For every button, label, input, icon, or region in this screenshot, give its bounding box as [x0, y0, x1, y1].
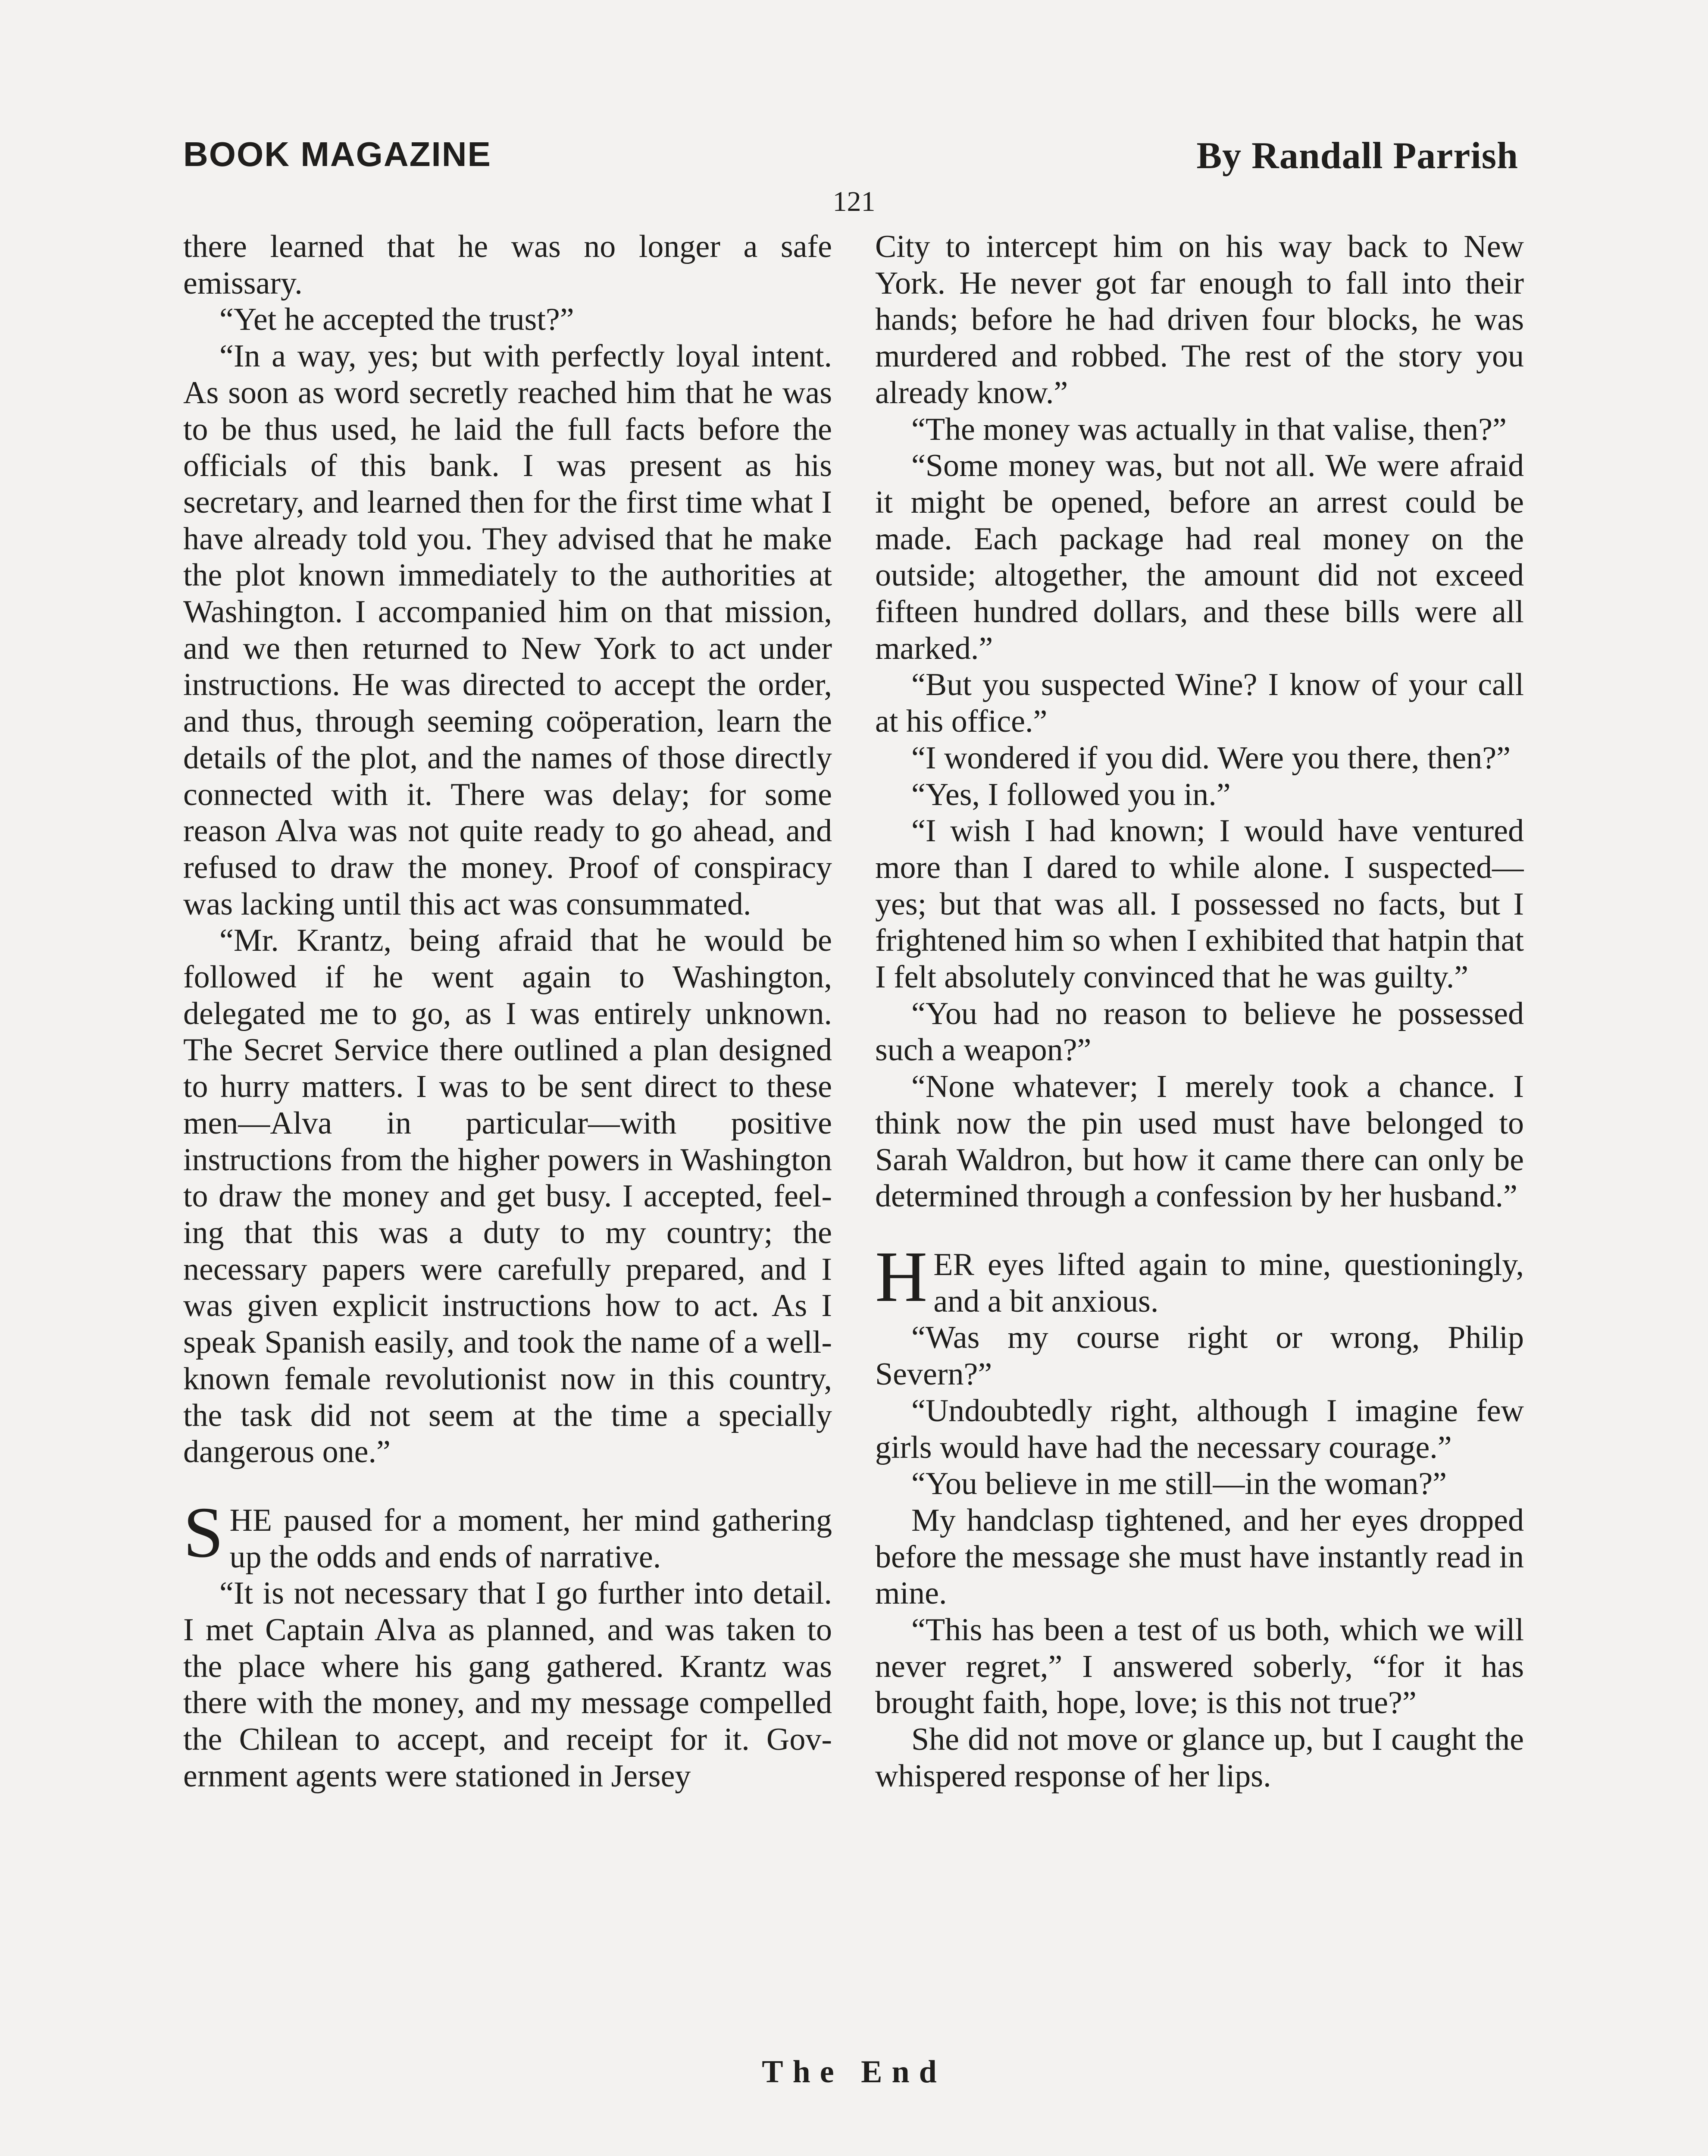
small-caps-lead: ER: [933, 1247, 974, 1282]
paragraph: “You had no reason to believe he possessed such a weapon?”: [875, 996, 1524, 1068]
paragraph: “None whatever; I merely took a chance. I think now the pin used must have belonged to Sarah Waldron, but how it came there can only be determined through a confession by her husband.”: [875, 1069, 1524, 1214]
publication-title: BOOK MAGAZINE: [183, 135, 491, 173]
paragraph-text: paused for a moment, her mind gathering up the odds and ends of narrative.: [229, 1502, 832, 1575]
paragraph: “Yes, I followed you in.”: [911, 777, 1231, 812]
paragraph: “This has been a test of us both, which we will never regret,” I answered soberly, “for it has brought faith, hope, love; is this not true?”: [875, 1612, 1524, 1721]
small-caps-lead: HE: [229, 1502, 272, 1538]
paragraph-text: eyes lifted again to mine, questioningly, and a bit anxious.: [933, 1247, 1524, 1319]
the-end-marker: The End: [762, 2054, 946, 2090]
paragraph: “In a way, yes; but with perfectly loyal intent. As soon as word secretly reached him that he was to be thus used, he laid the full facts before the officials of this bank. I was present as his secretary, and learned then for the first time what I have already told you. They advised that he make the plot known immediately to the authorities at Washington. I accompanied him on that mission, and we then returned to New York to act under instructions. He was directed to accept the order, and thus, through seeming coöperation, learn the details of the plot, and the names of those directly connected with it. There was delay; for some reason Alva was not quite ready to go ahead, and refused to draw the money. Proof of conspiracy was lacking until this act was consummated.: [183, 338, 832, 922]
section-opening-paragraph: [183, 1492, 832, 1575]
drop-cap: H: [875, 1236, 928, 1317]
paragraph: “It is not necessary that I go further into detail. I met Captain Alva as planned, and was taken to the place where his gang gathered. Krantz was there with the money, and my message compelled the Chilean to accept, and receipt for it. Government agents were stationed in Jersey: [183, 1576, 832, 1794]
paragraph: there learned that he was no longer a safe emissary.: [183, 229, 832, 301]
paragraph: “Some money was, but not all. We were afraid it might be opened, before an arrest could be made. Each package had real money on the outside; altogether, the amount did not exceed fifteen hundred dollars, and these bills were all marked.”: [875, 448, 1524, 666]
paragraph: My handclasp tightened, and her eyes dropped before the message she must have instantly read in mine.: [875, 1502, 1524, 1611]
author-byline: By Randall Parrish: [1196, 135, 1518, 177]
paragraph: “Undoubtedly right, although I imagine few girls would have had the necessary courage.”: [875, 1393, 1524, 1465]
text-column-left: [183, 229, 832, 2053]
paragraph: “But you suspected Wine? I know of your call at his office.”: [875, 667, 1524, 740]
text-column-right: [875, 229, 1524, 2053]
paragraph: “Yet he accepted the trust?”: [219, 302, 574, 338]
paragraph: “Was my course right or wrong, Philip Severn?”: [875, 1320, 1524, 1392]
paragraph: She did not move or glance up, but I caught the whispered response of her lips.: [875, 1722, 1524, 1794]
section-opening-paragraph: [875, 1236, 1524, 1319]
paragraph: “You believe in me still—in the woman?”: [911, 1466, 1447, 1502]
paragraph: “I wish I had known; I would have ventured more than I dared to while alone. I suspected—yes; but that was all. I possessed no facts, but I frightened him so when I exhibited that hatpin that I felt absolutely convinced that he was guilty.”: [875, 813, 1524, 995]
paragraph: City to intercept him on his way back to New York. He never got far enough to fall into their hands; before he had driven four blocks, he was murdered and robbed. The rest of the story you already know.”: [875, 229, 1524, 411]
paragraph: “I wondered if you did. Were you there, then?”: [911, 740, 1511, 776]
page-number: 121: [832, 186, 876, 217]
drop-cap: S: [183, 1492, 224, 1573]
paragraph: “The money was actually in that valise, then?”: [911, 411, 1507, 447]
paragraph: “Mr. Krantz, being afraid that he would be followed if he went again to Washington, delegated me to go, as I was entirely unknown. The Secret Service there outlined a plan designed to hurry matters. I was to be sent direct to these men—Alva in particular—with positive instructions from the higher powers in Washington to draw the money and get busy. I accepted, feeling that this was a duty to my country; the necessary papers were carefully prepared, and I was given explicit instructions how to act. As I speak Spanish easily, and took the name of a well-known female revolutionist now in this country, the task did not seem at the time a specially dangerous one.”: [183, 923, 832, 1470]
